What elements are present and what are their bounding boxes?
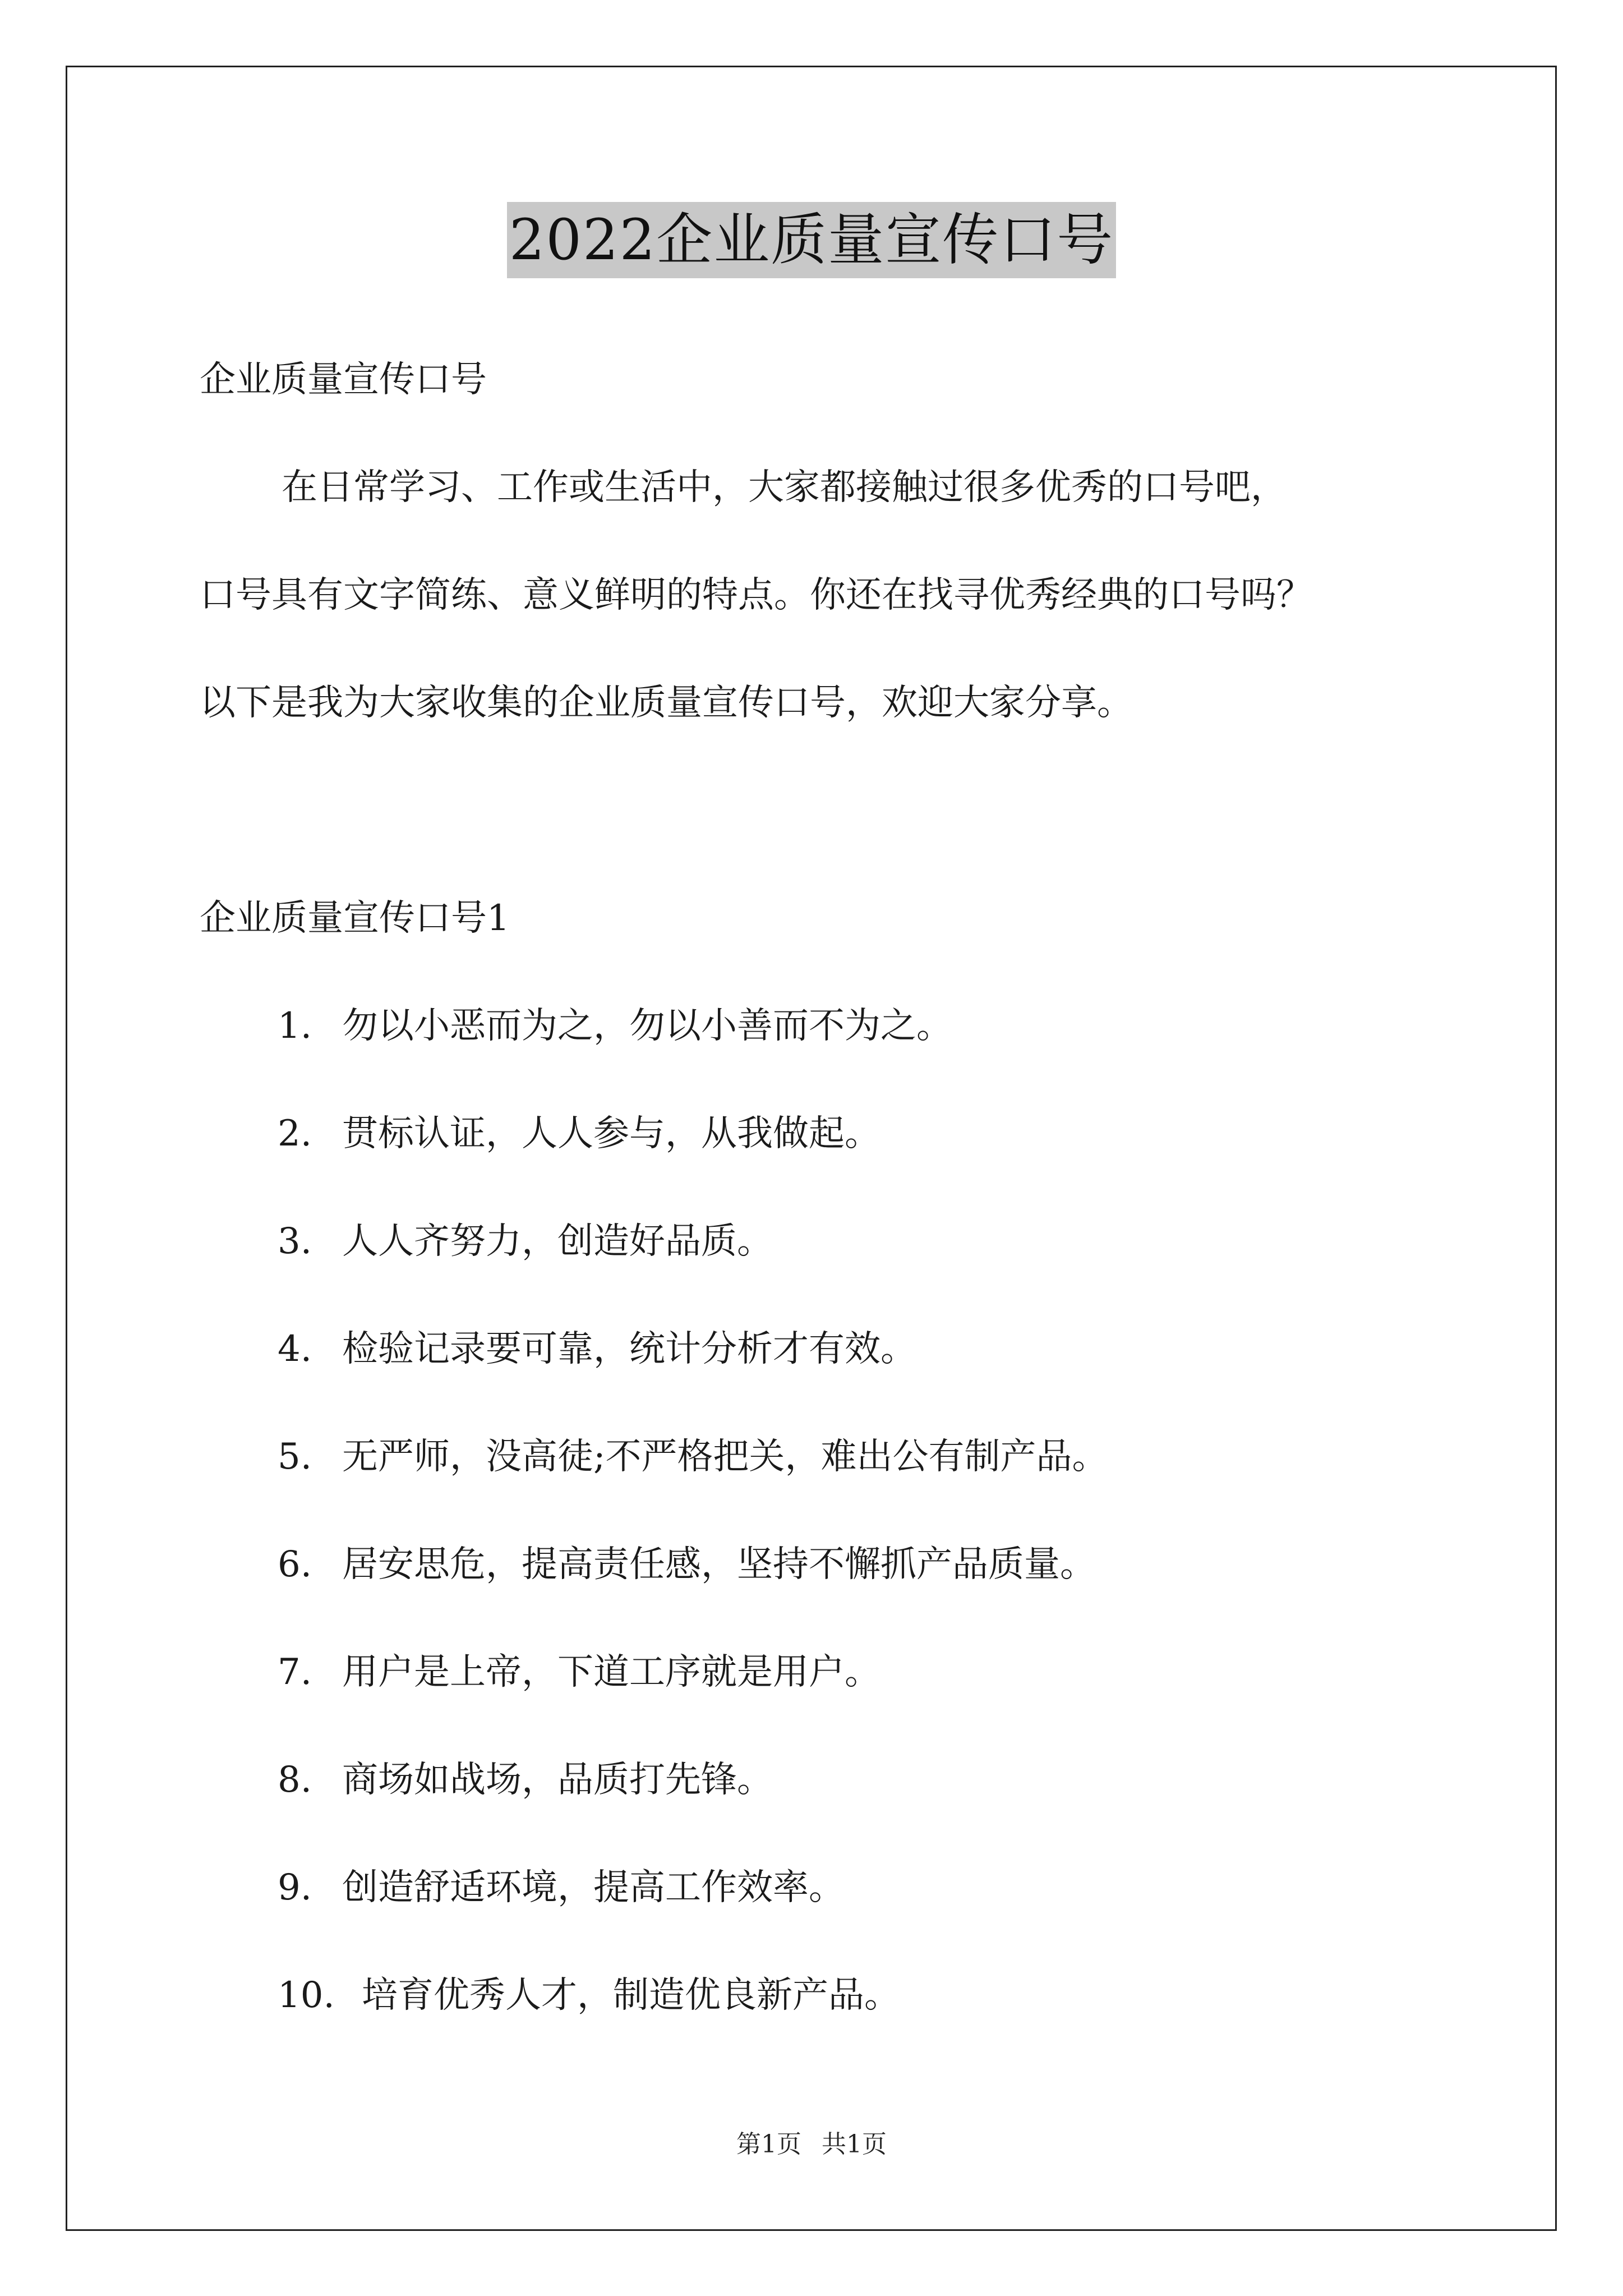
list-item-number: 5. [278, 1436, 312, 1478]
intro-line-2: 口号具有文字简练、意义鲜明的特点。你还在找寻优秀经典的口号吗？ [200, 574, 1312, 616]
list-item-text: 创造舒适环境，提高工作效率。 [342, 1867, 845, 1908]
list-item-number: 1. [278, 1005, 312, 1047]
list-item-number: 3. [278, 1221, 312, 1262]
list-item-number: 2. [278, 1113, 312, 1154]
title-container [0, 202, 1623, 278]
list-item-text: 商场如战场，品质打先锋。 [342, 1759, 773, 1801]
list-item-number: 9. [278, 1867, 312, 1908]
list-item-text: 培育优秀人才，制造优良新产品。 [362, 1975, 900, 2016]
page-number-total: 共1页 [822, 2130, 887, 2159]
list-item-text: 勿以小恶而为之，勿以小善而不为之。 [342, 1005, 952, 1047]
list-item-text: 无严师，没高徒;不严格把关，难出公有制产品。 [342, 1436, 1108, 1478]
list-item [278, 1650, 880, 1695]
list-item [278, 1865, 845, 1910]
list-item [278, 1973, 900, 2018]
list-item-text: 用户是上帝，下道工序就是用户。 [342, 1651, 880, 1693]
list-item [278, 1434, 1108, 1479]
list-item-number: 8. [278, 1759, 312, 1801]
list-item-text: 检验记录要可靠，统计分析才有效。 [342, 1328, 916, 1370]
list-item [278, 1542, 1096, 1587]
section-heading: 企业质量宣传口号1 [200, 898, 510, 939]
list-item-number: 7. [278, 1651, 312, 1693]
page-number-current: 第1页 [736, 2130, 801, 2159]
page-footer [0, 2128, 1623, 2161]
list-item-number: 6. [278, 1544, 312, 1585]
list-item-text: 居安思危，提高责任感，坚持不懈抓产品质量。 [342, 1544, 1096, 1585]
list-item [278, 1757, 773, 1802]
list-item [278, 1111, 880, 1156]
list-item [278, 1219, 773, 1264]
list-item-text: 贯标认证，人人参与，从我做起。 [342, 1113, 880, 1154]
intro-line-1: 在日常学习、工作或生活中，大家都接触过很多优秀的口号吧， [282, 467, 1287, 508]
document-subtitle: 企业质量宣传口号 [200, 359, 487, 401]
list-item [278, 1004, 952, 1048]
intro-line-3: 以下是我为大家收集的企业质量宣传口号，欢迎大家分享。 [200, 682, 1133, 724]
list-item-number: 4. [278, 1328, 312, 1370]
list-item-number: 10. [278, 1975, 335, 2016]
document-title: 2022企业质量宣传口号 [507, 202, 1117, 278]
list-item [278, 1327, 916, 1372]
list-item-text: 人人齐努力，创造好品质。 [342, 1221, 773, 1262]
